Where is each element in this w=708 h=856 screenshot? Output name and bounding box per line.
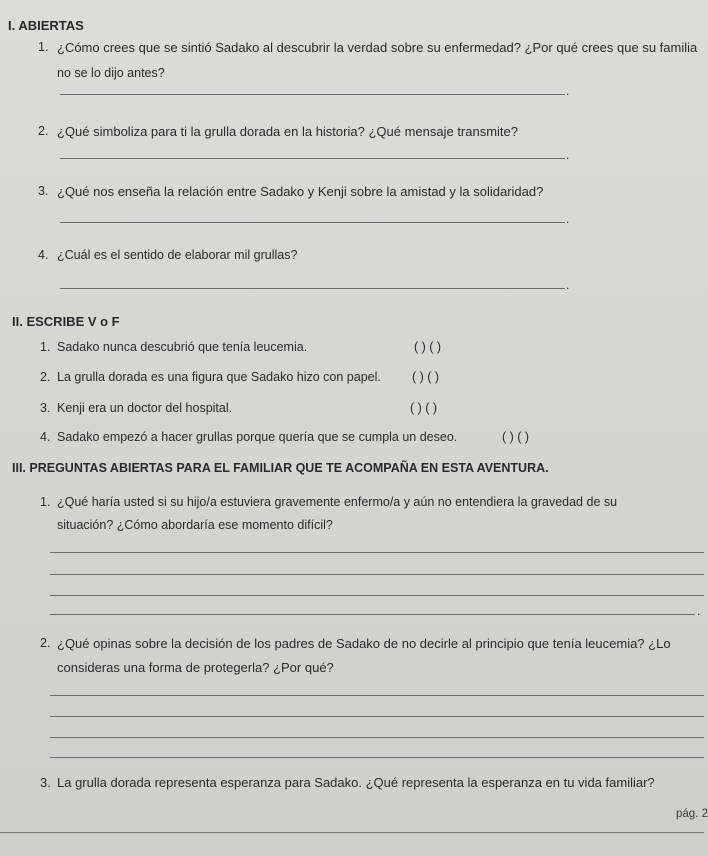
section-1-title: I. ABIERTAS: [8, 18, 84, 33]
tf4-answer-boxes[interactable]: ( ) ( ): [502, 430, 530, 444]
tf2-answer-boxes[interactable]: ( ) ( ): [412, 370, 440, 384]
fq2-answer-line-3[interactable]: [50, 737, 704, 738]
q3-text: ¿Qué nos enseña la relación entre Sadako y Kenji sobre la amistad y la solidaridad?: [57, 184, 544, 199]
tf4-statement: Sadako empezó a hacer grullas porque quería que se cumpla un deseo.: [57, 430, 458, 444]
fq2-answer-line-2[interactable]: [50, 716, 704, 717]
q1-text-line2: no se lo dijo antes?: [57, 66, 165, 80]
section-3-title: III. PREGUNTAS ABIERTAS PARA EL FAMILIAR QUE TE ACOMPAÑA EN ESTA AVENTURA.: [12, 461, 549, 475]
fq1-text-line1: ¿Qué haría usted si su hijo/a estuviera gravemente enfermo/a y aún no entendiera la gravedad de su: [57, 495, 618, 509]
fq1-answer-line-4[interactable]: [50, 614, 695, 615]
tf2-statement: La grulla dorada es una figura que Sadako hizo con papel.: [57, 370, 381, 384]
fq3-number: 3.: [40, 775, 51, 790]
footer-divider: [0, 832, 704, 833]
tf3-number: 3.: [40, 401, 51, 415]
q4-text: ¿Cuál es el sentido de elaborar mil grullas?: [57, 248, 298, 262]
tf4-number: 4.: [40, 430, 51, 444]
q2-number: 2.: [38, 124, 49, 138]
q4-number: 4.: [38, 248, 49, 262]
tf1-number: 1.: [40, 340, 51, 354]
fq2-answer-line-1[interactable]: [50, 695, 704, 696]
tf1-statement: Sadako nunca descubrió que tenía leucemia.: [57, 340, 308, 354]
q2-text: ¿Qué simboliza para ti la grulla dorada en la historia? ¿Qué mensaje transmite?: [57, 124, 519, 139]
q1-number: 1.: [38, 40, 49, 54]
tf2-number: 2.: [40, 370, 51, 384]
tf3-answer-boxes[interactable]: ( ) ( ): [410, 401, 438, 415]
fq1-answer-line-2[interactable]: [50, 574, 704, 575]
q1-answer-line[interactable]: [60, 94, 565, 95]
page-number: pág. 2: [676, 808, 708, 820]
fq2-text-line2: consideras una forma de protegerla? ¿Por qué?: [57, 660, 334, 675]
fq3-text: La grulla dorada representa esperanza para Sadako. ¿Qué representa la esperanza en tu vida familiar?: [57, 775, 655, 790]
q2-answer-line[interactable]: [60, 158, 565, 159]
fq1-number: 1.: [40, 495, 51, 509]
fq2-text-line1: ¿Qué opinas sobre la decisión de los padres de Sadako de no decirle al principio que tenía leucemia? ¿Lo: [57, 636, 671, 651]
tf1-answer-boxes[interactable]: ( ) ( ): [414, 340, 442, 354]
fq1-answer-line-3[interactable]: [50, 595, 704, 596]
fq2-answer-line-4[interactable]: [50, 757, 704, 758]
fq1-text-line2: situación? ¿Cómo abordaría ese momento difícil?: [57, 518, 333, 532]
fq1-answer-line-1[interactable]: [50, 552, 704, 553]
q1-text-line1: ¿Cómo crees que se sintió Sadako al descubrir la verdad sobre su enfermedad? ¿Por qué crees que su familia: [57, 40, 698, 55]
fq2-number: 2.: [40, 636, 51, 650]
q3-number: 3.: [38, 184, 49, 198]
tf3-statement: Kenji era un doctor del hospital.: [57, 401, 233, 415]
section-2-title: II. ESCRIBE V o F: [12, 314, 120, 329]
q3-answer-line[interactable]: [60, 222, 565, 223]
q4-answer-line[interactable]: [60, 288, 565, 289]
